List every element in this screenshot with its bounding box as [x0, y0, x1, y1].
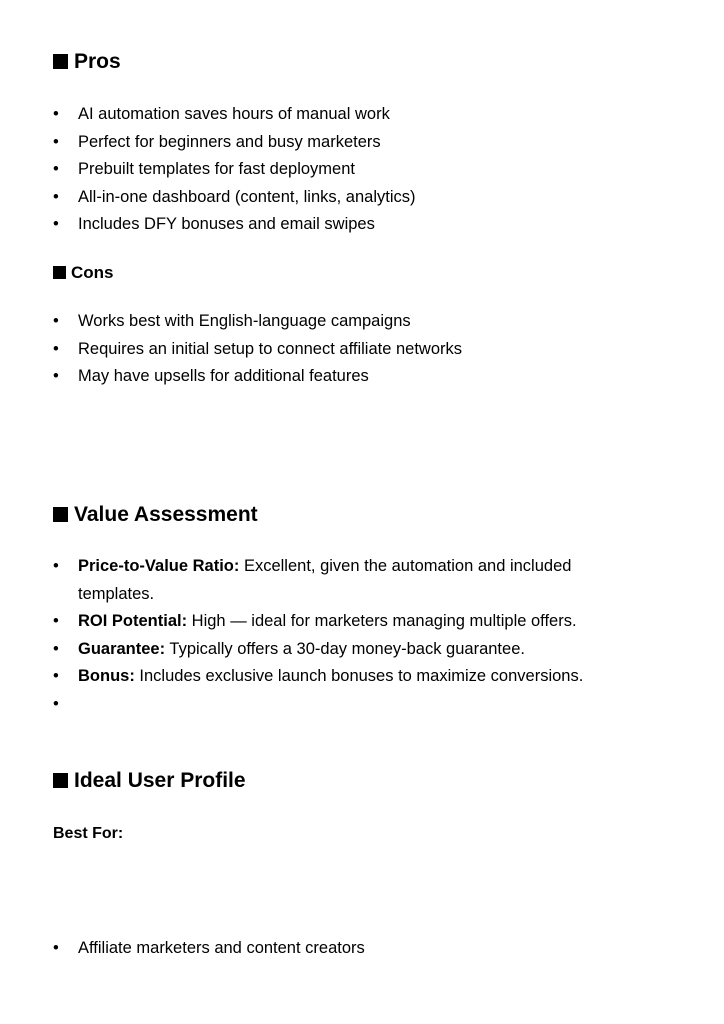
bullet-icon: • — [53, 557, 59, 575]
list-item: • AI automation saves hours of manual work — [0, 101, 638, 129]
bullet-icon: • — [53, 612, 59, 631]
list-item: • Includes DFY bonuses and email swipes — [0, 211, 638, 239]
item-label: Guarantee: — [78, 639, 166, 658]
square-bullet-icon — [53, 54, 68, 69]
item-label: Bonus: — [78, 667, 135, 686]
bullet-icon: • — [53, 939, 59, 957]
list-item: • All-in-one dashboard (content, links, analytics) — [0, 184, 638, 212]
bullet-icon: • — [53, 339, 59, 358]
list-item: • Requires an initial setup to connect affiliate networks — [0, 336, 638, 364]
list-item-empty — [0, 691, 638, 719]
value-assessment-list — [0, 553, 638, 719]
bullet-icon: • — [53, 667, 59, 686]
bullet-icon: • — [53, 160, 59, 179]
bullet-icon: • — [53, 187, 59, 206]
ideal-user-profile-heading-text: Ideal User Profile — [74, 769, 246, 792]
cons-list — [0, 308, 638, 391]
list-item: • Prebuilt templates for fast deployment — [0, 156, 638, 184]
bullet-icon: • — [53, 694, 59, 713]
square-bullet-icon — [53, 773, 68, 788]
cons-heading — [53, 264, 114, 281]
bullet-icon: • — [53, 367, 59, 386]
list-item: • Guarantee: Typically offers a 30-day money-back guarantee. — [0, 636, 638, 664]
bullet-icon: • — [53, 312, 59, 330]
list-item: • Price-to-Value Ratio: Excellent, given the automation and included templates. — [0, 553, 638, 608]
cons-heading-text: Cons — [71, 263, 114, 282]
list-item: • Affiliate marketers and content creators — [0, 935, 638, 963]
pros-list — [0, 101, 638, 239]
value-assessment-heading — [53, 504, 258, 525]
list-item: • Perfect for beginners and busy marketers — [0, 129, 638, 157]
item-label: Price-to-Value Ratio: — [78, 557, 240, 575]
best-for-label: Best For: — [53, 825, 124, 842]
square-bullet-icon — [53, 266, 66, 279]
bullet-icon: • — [53, 105, 59, 123]
ideal-user-list — [0, 935, 638, 963]
pros-heading — [53, 51, 121, 72]
pros-heading-text: Pros — [74, 50, 121, 73]
bullet-icon: • — [53, 215, 59, 234]
item-label: ROI Potential: — [78, 612, 188, 631]
bullet-icon: • — [53, 639, 59, 658]
list-item: • ROI Potential: High — ideal for marketers managing multiple offers. — [0, 608, 638, 636]
ideal-user-profile-heading — [53, 770, 246, 791]
value-assessment-heading-text: Value Assessment — [74, 503, 258, 526]
list-item: • Works best with English-language campaigns — [0, 308, 638, 336]
bullet-icon: • — [53, 132, 59, 151]
list-item: • Bonus: Includes exclusive launch bonuses to maximize conversions. — [0, 663, 638, 691]
square-bullet-icon — [53, 507, 68, 522]
list-item: • May have upsells for additional features — [0, 363, 638, 391]
